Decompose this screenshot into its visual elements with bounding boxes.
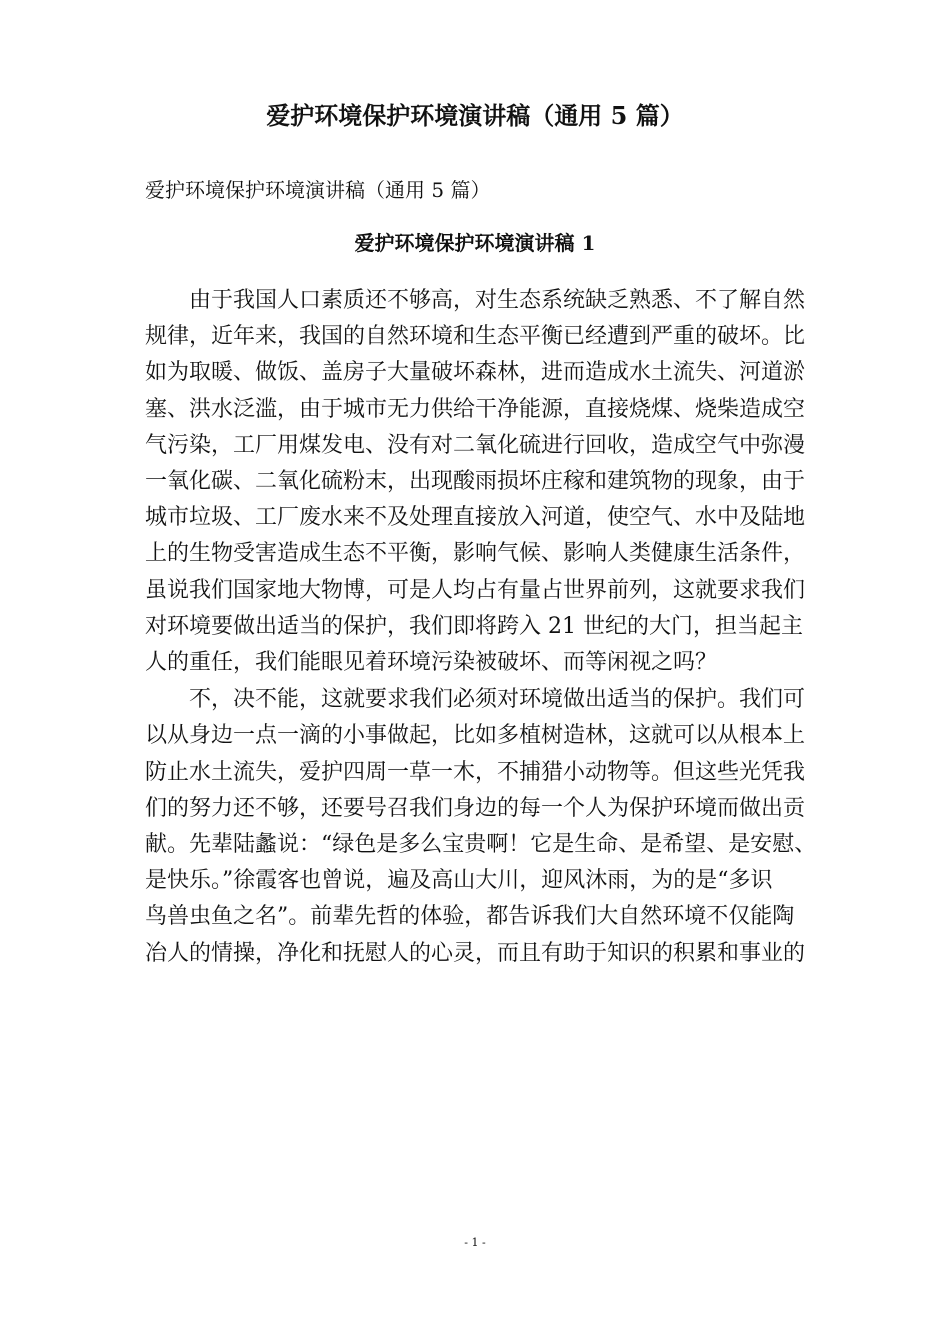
text-line: 冶人的情操，净化和抚慰人的心灵，而且有助于知识的积累和事业的 [145,940,806,966]
text-line: 们的努力还不够，还要号召我们身边的每一个人为保护环境而做出贡 [145,795,806,821]
document-subtitle: 爱护环境保护环境演讲稿（通用 5 篇） [145,178,491,202]
text-line: 是快乐。”徐霞客也曾说，遍及高山大川，迎风沐雨，为的是“多识 [145,868,773,894]
text-line: 以从身边一点一滴的小事做起，比如多植树造林，这就可以从根本上 [145,723,806,749]
text-line: 上的生物受害造成生态不平衡，影响气候、影响人类健康生活条件， [145,541,806,567]
text-line: 献。先辈陆蠡说：“绿色是多么宝贵啊！它是生命、是希望、是安慰、 [145,832,817,858]
paragraph-1 [145,283,820,681]
text-line: 人的重任，我们能眼见着环境污染被破坏、而等闲视之吗？ [145,650,718,676]
text-line: 规律，近年来，我国的自然环境和生态平衡已经遭到严重的破坏。比 [145,324,806,350]
text-line: 对环境要做出适当的保护，我们即将跨入 21 世纪的大门，担当起主 [145,613,803,639]
paragraph-2 [145,682,820,972]
page-number: - 1 - [464,1236,486,1249]
text-line: 鸟兽虫鱼之名”。前辈先哲的体验，都告诉我们大自然环境不仅能陶 [145,904,795,930]
text-line: 由于我国人口素质还不够高，对生态系统缺乏熟悉、不了解自然 [189,288,806,313]
text-line: 塞、洪水泛滥，由于城市无力供给干净能源，直接烧煤、烧柴造成空 [145,396,806,422]
text-line: 虽说我们国家地大物博，可是人均占有量占世界前列，这就要求我们 [145,577,806,603]
text-line: 一氧化碳、二氧化硫粉末，出现酸雨损坏庄稼和建筑物的现象，由于 [145,469,806,495]
text-line: 不，决不能，这就要求我们必须对环境做出适当的保护。我们可 [189,687,806,713]
body-text [145,283,820,972]
text-line: 防止水土流失，爱护四周一草一木，不捕猎小动物等。但这些光凭我 [145,759,806,785]
section-title: 爱护环境保护环境演讲稿 1 [354,231,596,255]
text-line: 城市垃圾、工厂废水来不及处理直接放入河道，使空气、水中及陆地 [145,505,806,531]
text-line: 气污染，工厂用煤发电、没有对二氧化硫进行回收，造成空气中弥漫 [145,432,806,458]
text-line: 如为取暖、做饭、盖房子大量破坏森林，进而造成水土流失、河道淤 [145,360,806,386]
document-title: 爱护环境保护环境演讲稿（通用 5 篇） [266,101,684,130]
